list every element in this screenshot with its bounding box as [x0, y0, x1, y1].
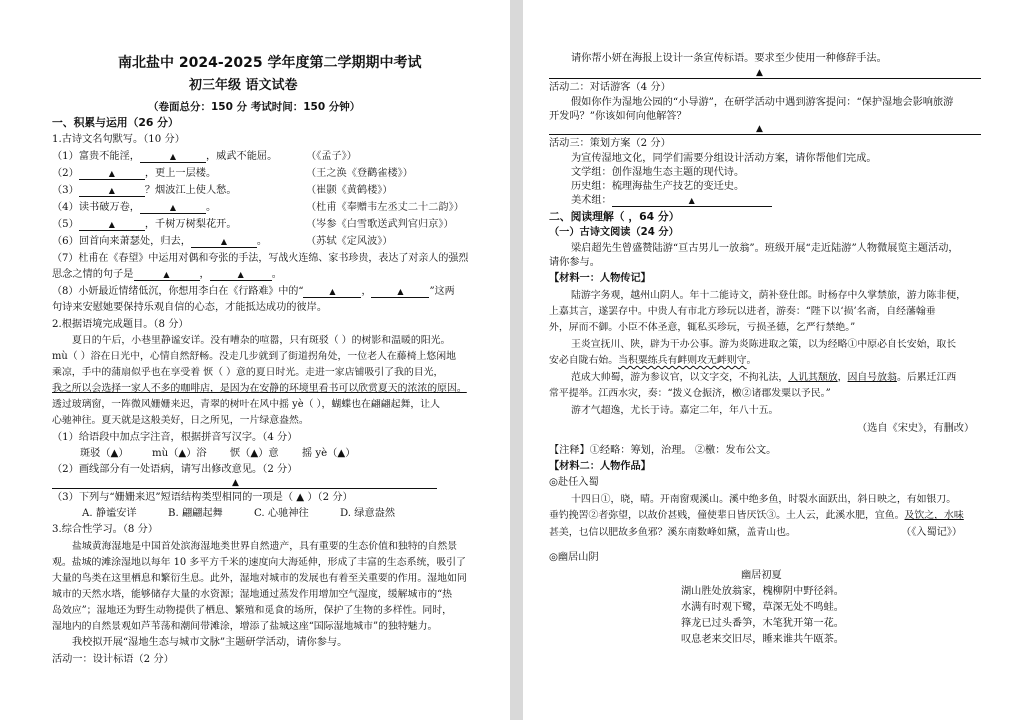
bio-line-5: 安必自陇右始。当积粟练兵有衅则攻无衅则守。 [549, 355, 757, 366]
q2-text-5: 透过玻璃窗，一阵微风姗姗来迟，青翠的树叶在风中摇 yè（ ），蝴蝶也在翩翩起舞，让人 [52, 399, 441, 410]
annotation-note: 【注释】①经略：筹划，治理。 ②檄：发布公文。 [549, 445, 777, 456]
wavy-underlined-sentence: 当积粟练兵有衅则攻无衅则守 [618, 355, 747, 366]
q1-line-2: （2） ▲ ，更上一层楼。 [52, 168, 217, 179]
q2-sub-3: （3）下列与“姗姗来迟”短语结构类型相同的一项是（ ▲ ）（2 分） [52, 492, 353, 503]
answer-line [52, 488, 437, 489]
bio-line-3: 外，屏而不御。小臣不体圣意，辄私买珍玩，亏损圣德，乞严行禁绝。” [549, 322, 856, 333]
q2-pinyin-3: 恹（▲）意 [230, 448, 279, 459]
activity-1: 活动一：设计标语（2 分） [52, 654, 174, 665]
q2-option-b: B. 翩翩起舞 [168, 508, 223, 519]
r-text-5: 文学组：创作湿地生态主题的现代诗。 [571, 167, 745, 178]
q3-text-3: 大量的鸟类在这里栖息和繁衍生息。此外，湿地对城市的发展也有着至关重要的作用。湿地如同 [52, 573, 467, 584]
q2-pinyin-2: mù（▲）浴 [152, 448, 207, 459]
q1-line-6: （6）回首向来萧瑟处，归去， ▲ 。 [52, 236, 268, 247]
q1-source-3: （崔颢《黄鹤楼》） [306, 185, 393, 196]
r-text-4: 为宣传湿地文化，同学们需要分组设计活动方案，请你帮他们完成。 [571, 153, 877, 164]
answer-line [549, 78, 981, 79]
q1-source-5: （岑参《白雪歌送武判官归京》） [306, 219, 454, 230]
q3-text-7: 我校拟开展“湿地生态与城市文脉”主题研学活动，请你参与。 [72, 637, 348, 648]
q1-line-8b: 句诗来安慰她要保持乐观自信的心态，才能抵达成功的彼岸。 [52, 302, 328, 313]
q1-source-2: （王之涣《登鹳雀楼》） [306, 168, 413, 179]
page-gutter [510, 0, 523, 720]
q1-line-3: （3） ▲ ？烟波江上使人愁。 [52, 185, 237, 196]
poem-verse-1: 湖山胜处放翁家，槐柳阴中野径斜。 [681, 586, 844, 597]
prose-line-3: 甚美，乜信以肥故多鱼邪？溪东南数峰如黛，盖青山也。 [549, 527, 796, 538]
q2-option-a: A. 静谧安详 [82, 508, 137, 519]
poem-heading: ◎幽居山阴 [549, 552, 599, 563]
r-text-3: 开发吗？”你该如何向他解答？ [549, 111, 687, 122]
poem-verse-2: 水满有时观下鹭，草深无处不鸣蛙。 [681, 602, 844, 613]
poem-verse-4: 叹息老来交旧尽，睡来谁共午瓯茶。 [681, 634, 844, 645]
q2-sub-1: （1）给语段中加点字注音，根据拼音写汉字。（4 分） [52, 432, 298, 443]
bio-source: （选自《宋史》，有删改） [857, 423, 975, 434]
r-text-6: 历史组：梳理海盐生产技艺的变迁史。 [571, 181, 745, 192]
material-1-heading: 【材料一：人物传记】 [549, 273, 651, 284]
q1-line-5: （5） ▲ ，千树万树梨花开。 [52, 219, 237, 230]
activity-3: 活动三：策划方案（2 分） [549, 138, 671, 149]
q2-pinyin-1: 斑驳（▲） [80, 448, 129, 459]
r-text-2: 假如你作为湿地公园的“小导游”，在研学活动中遇到游客提问：“保护湿地会影响旅游 [571, 97, 954, 108]
question-3: 3.综合性学习。（8 分） [52, 524, 159, 535]
q1-source-6: （苏轼《定风波》） [306, 236, 393, 247]
r-text-1: 请你帮小妍在海报上设计一条宣传标语。要求至少使用一种修辞手法。 [571, 53, 887, 64]
prose-line-1: 十四日①，晓，晴。开南窗观溪山。溪中绝多鱼，时裂水面跃出，斜日映之，有如银刀。 [571, 494, 957, 505]
question-2: 2.根据语境完成题目。（8 分） [52, 319, 189, 330]
exam-title: 南北盐中 2024-2025 学年度第二学期期中考试 [118, 55, 422, 71]
q2-sub-2: （2）画线部分有一处语病，请写出修改意见。（2 分） [52, 464, 298, 475]
activity-2: 活动二：对话游客（4 分） [549, 82, 671, 93]
poem-verse-3: 箨龙已过头番笋，木笔犹开第一花。 [681, 618, 844, 629]
section-1-heading: 一、积累与运用（26 分） [52, 116, 179, 129]
section-2-heading: 二、阅读理解（ ，64 分） [549, 210, 680, 223]
q2-text-4-underlined: 我之所以会选择一家人不多的咖啡店，是因为在安静的环境里看书可以欣赏夏天的浓浓的原因。 [52, 383, 467, 394]
q2-text-3: 乘凉，手中的蒲扇似乎也在享受着 恹（ ）意的夏日时光。走进一家店铺吸引了我的目光， [52, 367, 444, 378]
q1-line-1: （1）富贵不能淫， ▲ ，威武不能屈。 [52, 151, 278, 162]
q2-text-6: 心驰神往。夏天就是这般美好，日之所见，一片绿意盎然。 [52, 415, 309, 426]
q2-pinyin-4: 摇 yè（▲） [302, 448, 356, 459]
prose-source: （《入蜀记》） [901, 527, 963, 538]
answer-marker: ▲ [756, 68, 763, 78]
page-left [0, 0, 510, 720]
q1-line-8a: （8）小妍最近情绪低沉，你想用李白在《行路难》中的“ ▲ ， ▲ ”这两 [52, 286, 455, 297]
bio-line-7: 常平提举。江西水灾，奏：“拨义仓振济，檄②诸郡发粟以予民。” [549, 388, 831, 399]
answer-marker: ▲ [232, 478, 239, 488]
bio-line-4: 王炎宣抚川、陕，辟为干办公事。游为炎陈进取之策，以为经略①中原必自长安始，取长 [571, 339, 957, 350]
q2-text-1: 夏日的午后，小巷里静谧安详。没有嘈杂的喧嚣，只有斑驳（ ）的树影和温暖的阳光。 [72, 335, 451, 346]
q3-text-6: 湿地内的自然景观如芦苇荡和潮间带滩涂，增添了盐城这座“国际湿地城市”的独特魅力。 [52, 621, 438, 632]
q2-text-2: mù（ ）浴在日光中，心情自然舒畅。没走几步就到了街道拐角处，一位老人在藤椅上悠闲地 [52, 351, 456, 362]
bio-line-8: 游才气超逸，尤长于诗。嘉定二年，年八十五。 [571, 405, 779, 416]
answer-marker: ▲ [756, 124, 763, 134]
exam-subtitle: 初三年级 语文试卷 [189, 78, 298, 93]
bio-line-1: 陆游字务观，越州山阴人。年十二能诗文，荫补登仕郎。时杨存中久掌禁旅，游力陈非便， [571, 290, 967, 301]
poem-title: 幽居初夏 [741, 570, 782, 581]
r-text-8: 梁启超先生曾盛赞陆游“亘古男儿一放翁”。班级开展“走近陆游”人物微展览主题活动， [571, 243, 959, 254]
material-2-heading: 【材料二：人物作品】 [549, 461, 651, 472]
q3-text-2: 观。盐城的滩涂湿地以每年 10 多平方千米的速度向大海延伸，形成了丰富的生态系统，吸引了 [52, 557, 466, 568]
q1-line-4: （4）读书破万卷， ▲ 。 [52, 202, 217, 213]
bio-line-6: 范成大帅蜀，游为参议官，以文字交，不拘礼法，人讥其颓放，因自号放翁。后累迁江西 [571, 372, 957, 383]
q3-text-1: 盐城黄海湿地是中国首处滨海湿地类世界自然遗产，具有重要的生态价值和独特的自然景 [72, 541, 458, 552]
question-1: 1.古诗文名句默写。（10 分） [52, 134, 185, 145]
subsection-1-heading: （一）古诗文阅读（24 分） [549, 227, 679, 238]
r-text-7: 美术组： ▲ [571, 194, 772, 208]
answer-line [549, 134, 981, 135]
prose-line-2: 垂钓挽罟②者弥望，以故价甚贱，僮使辈日皆厌饫③。土人云，此溪水肥，宜鱼。及饮之，水味 [549, 510, 964, 521]
q1-line-7b: 思念之情的句子是 ▲ ， ▲ 。 [52, 269, 282, 280]
bio-line-2: 上嘉其言，遂罢存中。中贵人有市北方珍玩以进者，游奏：“陛下以‘损’名斋，自经藩翰垂 [549, 306, 936, 317]
q1-source-1: （《孟子》） [306, 151, 357, 162]
q1-source-4: （杜甫《奉赠韦左丞丈二十二韵》） [306, 202, 464, 213]
q3-text-5: 岛效应”；湿地还为野生动物提供了栖息、繁殖和觅食的场所，保护了生物的多样性。同时， [52, 605, 453, 616]
q3-text-4: 城市的天然水塔，能够储存大量的水资源；湿地通过蒸发作用增加空气湿度，缓解城市的“热 [52, 589, 453, 600]
page-right [523, 0, 1033, 720]
prose-heading: ◎赴任入蜀 [549, 477, 599, 488]
q2-option-d: D. 绿意盎然 [340, 508, 396, 519]
exam-meta: （卷面总分：150 分 考试时间：150 分钟） [148, 101, 361, 113]
q1-line-7a: （7）杜甫在《春望》中运用对偶和夸张的手法，写战火连绵、家书珍贵，表达了对亲人的强烈 [52, 253, 469, 264]
r-text-9: 请你参与。 [549, 257, 600, 268]
q2-option-c: C. 心驰神往 [254, 508, 309, 519]
